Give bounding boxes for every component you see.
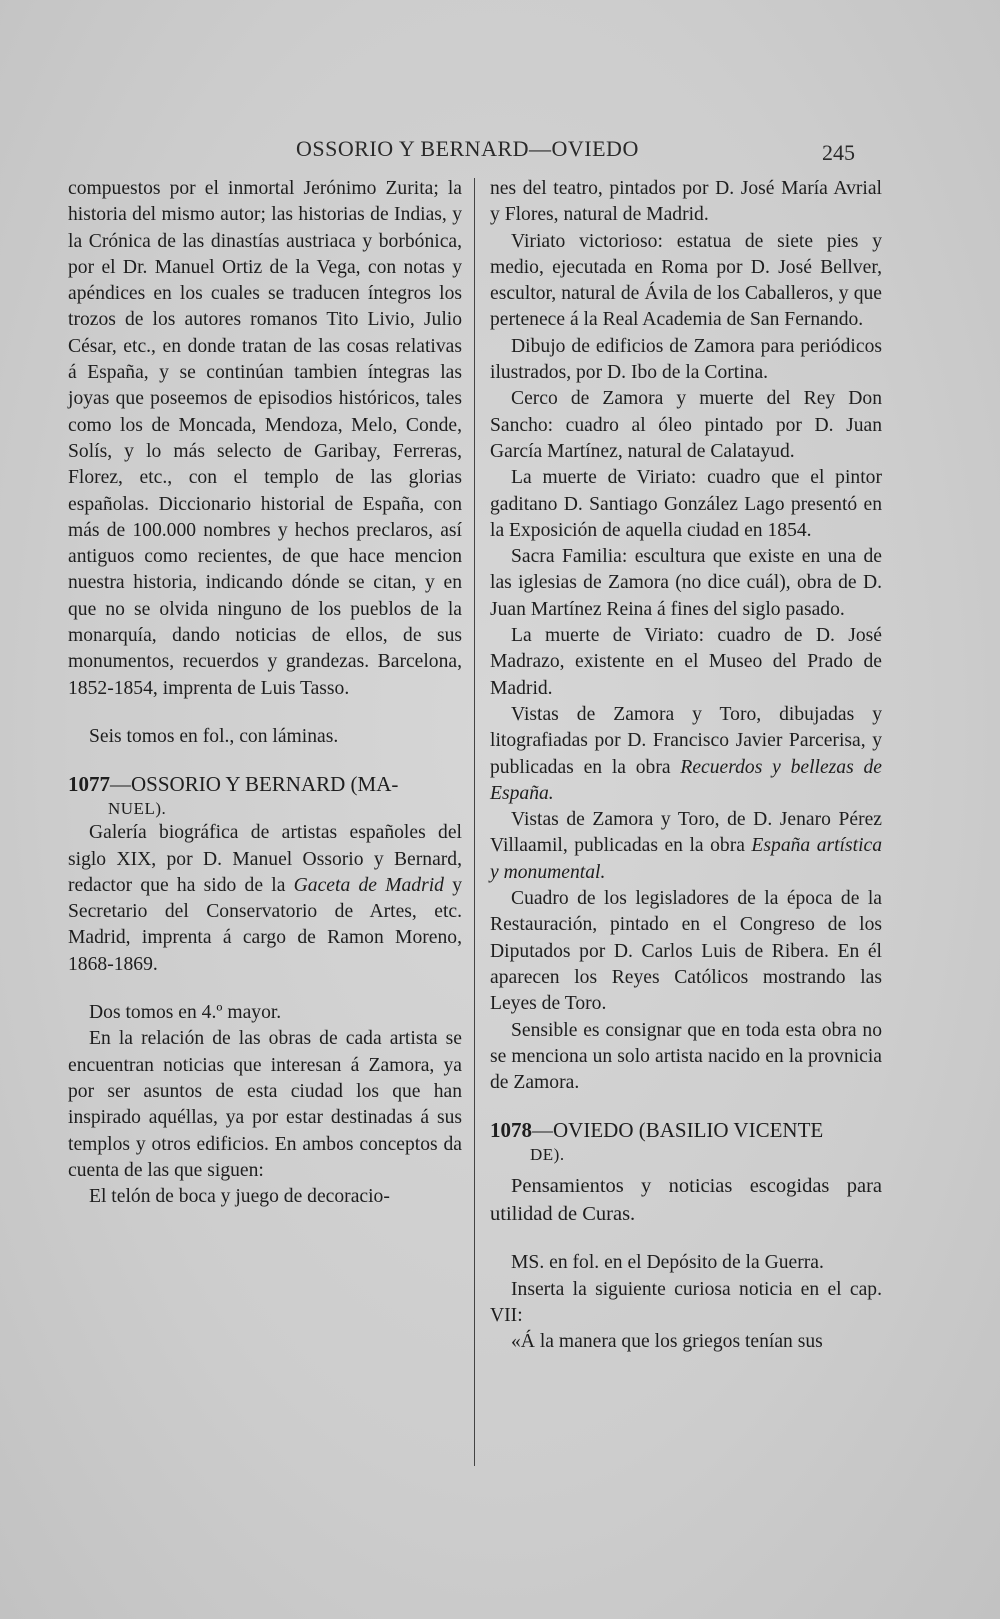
right-column	[490, 176, 882, 1356]
entry-author-cont: DE).	[530, 1145, 565, 1165]
paragraph: Cuadro de los legisladores de la época de la Restauración, pintado en el Congreso de los Diputados por D. Carlos Luis de Ribera. En él aparecen los Reyes Católicos mostrando las Leyes de Toro.	[490, 888, 882, 1015]
paragraph: compuestos por el inmortal Jerónimo Zurita; la historia del mismo autor; las historias de Indias, y la Crónica de las dinastías austriaca y borbónica, por el Dr. Manuel Ortiz de la Vega, con notas y apéndices en los cuales se traducen íntegros los trozos de los autores romanos Tito Livio, Julio César, etc., en donde tratan de las cosas relativas á España, y se continúan tambien íntegras las joyas que poseemos de episodios históricos, tales como los de Moncada, Mendoza, Melo, Conde, Solís, y lo más selecto de Garibay, Ferreras, Florez, etc., con el templo de las glorias españolas. Diccionario historial de España, con más de 100.000 nombres y hechos preclaros, así antiguos como recientes, de que hace mencion nuestra historia, indicando dónde se citan, y en que no se olvida ninguno de los pueblos de la monarquía, dando noticias de ellos, de sus monumentos, recuerdos y grandezas. Barcelona, 1852-1854, imprenta de Luis Tasso.	[68, 178, 462, 699]
paragraph: La muerte de Viriato: cuadro de D. José Madrazo, existente en el Museo del Prado de Madrid.	[490, 625, 882, 699]
paragraph-text: Vistas de Zamora y Toro, de D. Jenaro Pérez Villaamil, publicadas en la obra	[490, 809, 882, 857]
column-rule	[474, 178, 475, 1466]
paragraph	[490, 702, 882, 807]
italic-title: Recuerdos y bellezas de España.	[490, 756, 883, 804]
paragraph-text: Vistas de Zamora y Toro, dibujadas y litografiadas por D. Francisco Javier Parcerisa, y publicadas en la obra	[490, 703, 882, 778]
paragraph	[490, 807, 882, 886]
entry-text: Galería biográfica de artistas españoles del siglo XIX, por D. Manuel Ossorio y Bernard, redactor que ha sido de la	[68, 822, 462, 896]
quote-start: «Á la manera que los griegos tenían sus	[511, 1331, 823, 1353]
entry-number: 1078	[490, 1118, 532, 1143]
entry-italic-title: Gaceta de Madrid	[293, 874, 444, 896]
volume-note: Dos tomos en 4.º mayor.	[89, 1002, 282, 1024]
paragraph: nes del teatro, pintados por D. José María Avrial y Flores, natural de Madrid.	[490, 178, 882, 226]
paragraph: En la relación de las obras de cada artista se encuentran noticias que interesan á Zamora, ya por ser asuntos de esta ciudad los que han inspirado aquéllas, ya por estar destinadas á sus templos y otros edificios. En ambos conceptos da cuenta de las que siguen:	[68, 1028, 462, 1181]
entry-author: —OVIEDO (BASILIO VICENTE	[532, 1118, 824, 1143]
paragraph: Viriato victorioso: estatua de siete pies y medio, ejecutada en Roma por D. José Bellver, escultor, natural de Ávila de los Caballeros, y que pertenece á la Real Academia de San Fernando.	[490, 230, 882, 331]
paragraph: Cerco de Zamora y muerte del Rey Don Sancho: cuadro al óleo pintado por D. Juan García Martínez, natural de Calatayud.	[490, 388, 882, 462]
page-number: 245	[822, 140, 855, 165]
entry-author-cont: NUEL).	[108, 799, 167, 819]
running-head	[0, 136, 1000, 166]
paragraph: Sacra Familia: escultura que existe en una de las iglesias de Zamora (no dice cuál), obra de D. Juan Martínez Reina á fines del siglo pasado.	[490, 546, 882, 620]
manuscript-note: MS. en fol. en el Depósito de la Guerra.	[511, 1252, 824, 1274]
running-title: OSSORIO Y BERNARD—OVIEDO	[296, 136, 639, 161]
entry-text: y Secretario del Conservatorio de Artes, etc. Madrid, imprenta á cargo de Ramon Moreno, 1868-1869.	[68, 874, 463, 975]
paragraph: El telón de boca y juego de decoracio-	[89, 1186, 390, 1208]
paragraph: Inserta la siguiente curiosa noticia en el cap. VII:	[490, 1278, 882, 1326]
entry-heading-1078	[490, 1116, 882, 1144]
entry-heading-1077	[68, 770, 462, 798]
paragraph: Sensible es consignar que en toda esta obra no se menciona un solo artista nacido en la provnicia de Zamora.	[490, 1019, 882, 1094]
volume-note: Seis tomos en fol., con láminas.	[89, 725, 339, 747]
paragraph: La muerte de Viriato: cuadro que el pintor gaditano D. Santiago González Lago presentó en la Exposición de aquella ciudad en 1854.	[490, 467, 882, 541]
entry-title: Pensamientos y noticias escogidas para utilidad de Curas.	[490, 1175, 882, 1226]
entry-body	[68, 820, 462, 978]
paragraph: Dibujo de edificios de Zamora para periódicos ilustrados, por D. Ibo de la Cortina.	[490, 335, 882, 384]
left-column	[68, 176, 462, 1210]
entry-author: —OSSORIO Y BERNARD (MA-	[110, 772, 399, 797]
italic-title: España artística y monumental.	[490, 835, 883, 883]
entry-number: 1077	[68, 772, 110, 797]
